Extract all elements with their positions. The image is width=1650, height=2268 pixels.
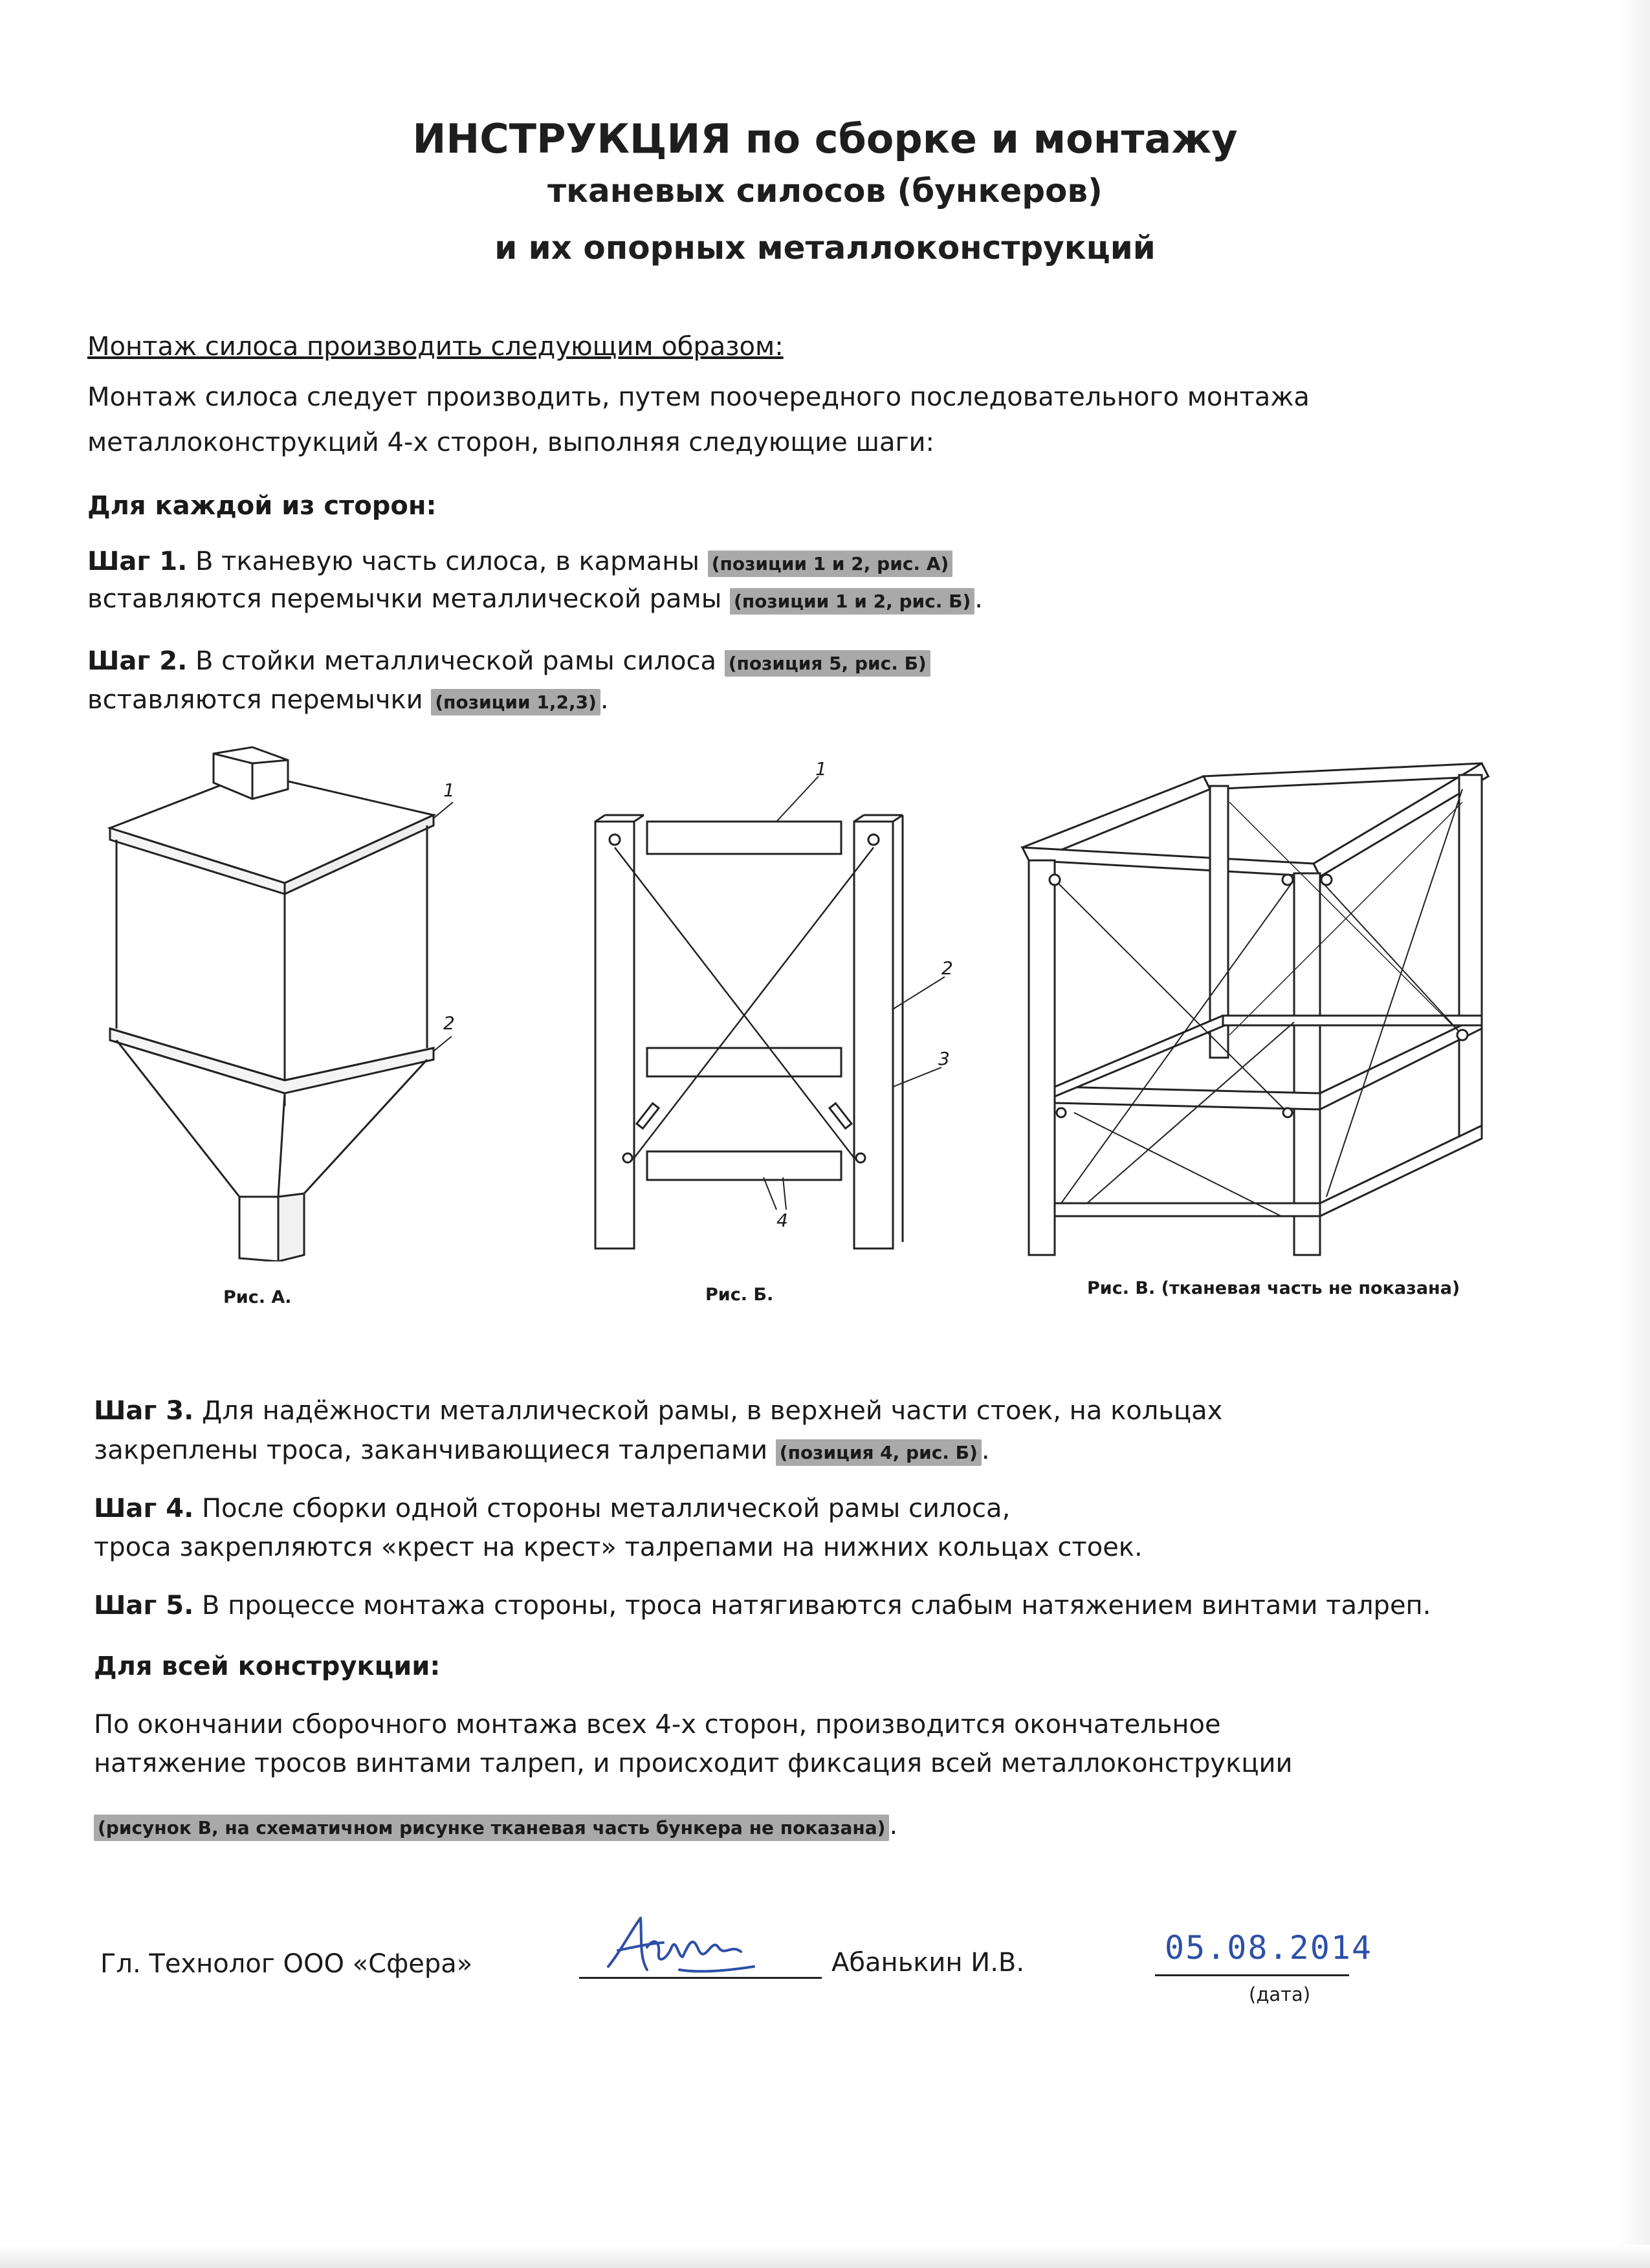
scan-edge-bottom: [0, 2245, 1650, 2268]
figure-b-caption: Рис. Б.: [705, 1285, 774, 1305]
step2-label: Шаг 2.: [87, 646, 188, 676]
intro-line-1: Монтаж силоса следует производить, путем поочередного последовательного монтажа: [87, 382, 1310, 412]
figure-b-label-4: 4: [776, 1210, 788, 1231]
whole-construction-heading: Для всей конструкции:: [94, 1652, 441, 1681]
for-each-side-heading: Для каждой из сторон:: [87, 491, 437, 521]
figure-b-label-1: 1: [815, 758, 827, 780]
step5-label: Шаг 5.: [94, 1591, 194, 1620]
whole-line-1: По окончании сборочного монтажа всех 4-х сторон, производится окончательное: [94, 1710, 1221, 1739]
step1-text-1: В тканевую часть силоса, в карманы: [187, 547, 708, 576]
step3-text-1: Для надёжности металлической рамы, в верхней части стоек, на кольцах: [193, 1396, 1223, 1426]
whole-ref: (рисунок В, на схематичном рисунке тканевая часть бункера не показана): [94, 1815, 889, 1841]
whole-line-2: натяжение тросов винтами талреп, и происходит фиксация всей металлоконструкции: [94, 1749, 1293, 1778]
figure-b-label-3: 3: [938, 1048, 950, 1069]
step1-text-2: вставляются перемычки металлической рамы: [87, 584, 731, 614]
scan-edge-right: [1619, 0, 1650, 2268]
step4-text-1: После сборки одной стороны металлической рамы силоса,: [193, 1494, 1011, 1523]
step1-end: .: [974, 584, 984, 614]
figure-b-label-2: 2: [941, 957, 953, 979]
figure-a-label-2: 2: [443, 1012, 455, 1034]
signatory-position: Гл. Технолог ООО «Сфера»: [100, 1949, 473, 1979]
date-caption: (дата): [1249, 1983, 1311, 2005]
step3-text-2: закреплены троса, заканчивающиеся талрепами: [94, 1435, 776, 1465]
signatory-name: Абанькин И.В.: [831, 1948, 1025, 1978]
figure-a-label-1: 1: [443, 780, 455, 801]
step2-end: .: [600, 685, 609, 715]
document-subtitle-1: тканевых силосов (бункеров): [547, 172, 1103, 210]
handwritten-signature: [602, 1912, 770, 1983]
figure-a-silo: [91, 744, 479, 1261]
date-line: [1155, 1974, 1349, 1976]
step2-ref-2: (позиции 1,2,3): [431, 689, 600, 715]
step3-line-2: [94, 1427, 990, 1476]
whole-line-3: [94, 1802, 897, 1851]
step2-text-1: В стойки металлической рамы силоса: [187, 646, 725, 676]
figure-c-full-frame: [1009, 750, 1495, 1261]
step5-text: В процессе монтажа стороны, троса натягиваются слабым натяжением винтами талреп.: [193, 1591, 1431, 1620]
intro-heading: Монтаж силоса производить следующим образом:: [87, 332, 784, 362]
step1-ref-2: (позиции 1 и 2, рис. Б): [730, 588, 974, 615]
figure-c-caption: Рис. В. (тканевая часть не показана): [1087, 1278, 1460, 1298]
intro-line-2: металлоконструкций 4-х сторон, выполняя следующие шаги:: [87, 428, 935, 457]
step1-label: Шаг 1.: [87, 547, 188, 576]
step4-label: Шаг 4.: [94, 1494, 194, 1523]
step3-label: Шаг 3.: [94, 1396, 194, 1426]
document-subtitle-2: и их опорных металлоконструкций: [494, 229, 1156, 267]
whole-end: .: [889, 1811, 898, 1840]
figure-b-frame-side: [582, 758, 984, 1255]
figure-a-caption: Рис. А.: [223, 1287, 292, 1307]
step3-ref: (позиция 4, рис. Б): [776, 1439, 982, 1466]
step2-text-2: вставляются перемычки: [87, 685, 432, 715]
step3-end: .: [981, 1435, 990, 1465]
date-handwritten: 05.08.2014: [1165, 1929, 1373, 1967]
step1-line-2: [87, 576, 983, 625]
step4-line-2: троса закрепляются «крест на крест» талрепами на нижних кольцах стоек.: [94, 1532, 1143, 1562]
step2-ref-1: (позиция 5, рис. Б): [725, 650, 930, 677]
step1-ref-1: (позиции 1 и 2, рис. А): [708, 551, 953, 577]
step2-line-2: [87, 677, 609, 726]
document-title: ИНСТРУКЦИЯ по сборке и монтажу: [412, 115, 1238, 162]
step5-line: [94, 1582, 1431, 1629]
